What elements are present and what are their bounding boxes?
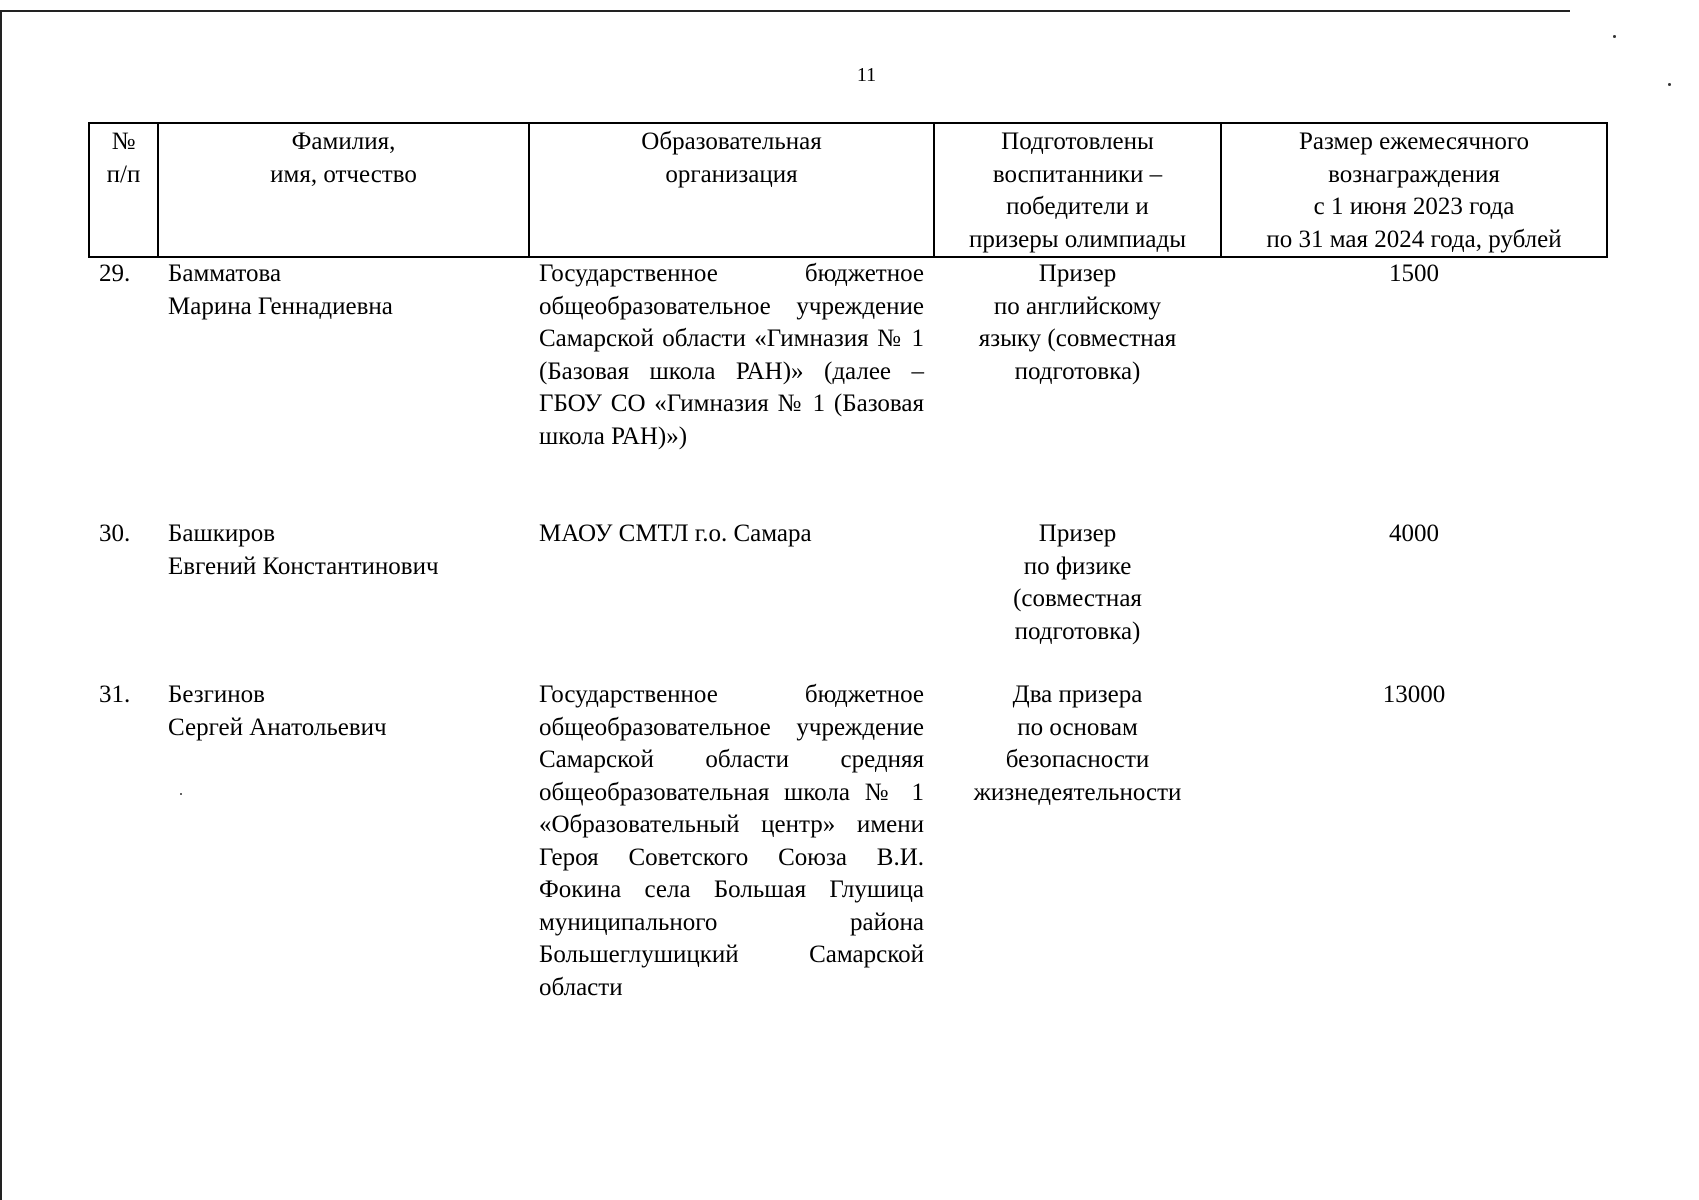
award-amount: 13000: [1382, 681, 1446, 708]
scan-edge-top: [0, 10, 1570, 12]
header-org: Образовательная организация: [529, 123, 934, 257]
organization: Государственное бюджетное общеобразовательное учреждение Самарской области «Гимназия № 1 (Базовая школа РАН)» (далее – ГБОУ СО «Гимназия № 1 (Базовая школа РАН)»): [539, 260, 924, 450]
prepared-students: Призер по физике (совместная подготовка): [1013, 520, 1142, 645]
organization: Государственное бюджетное общеобразовательное учреждение Самарской области средняя общеобразовательная школа № 1 «Образовательный центр» имени Героя Советского Союза В.И. Фокина села Большая Глушица муниципального района Большеглушицкий Самарской области: [539, 681, 924, 1001]
table-row: [89, 679, 1607, 1004]
table-header-row: [89, 123, 1607, 257]
header-num: № п/п: [89, 123, 158, 257]
scan-edge-left: [0, 10, 2, 1200]
person-name: Башкиров Евгений Константинович: [168, 520, 439, 580]
person-name: Бамматова Марина Геннадиевна: [168, 260, 393, 320]
page-number: 11: [856, 64, 877, 86]
award-amount: 1500: [1389, 260, 1439, 287]
header-prep: Подготовлены воспитанники – победители и призеры олимпиады: [934, 123, 1221, 257]
prepared-students: Призер по английскому языку (совместная подготовка): [978, 260, 1177, 385]
person-name: Безгинов Сергей Анатольевич: [168, 681, 387, 741]
table-row: [89, 518, 1607, 679]
row-number: 31.: [99, 681, 131, 708]
award-amount: 4000: [1389, 520, 1439, 547]
awards-table: [88, 122, 1608, 1004]
row-number: 29.: [99, 260, 131, 287]
organization: МАОУ СМТЛ г.о. Самара: [539, 520, 812, 547]
scan-speck: [1613, 35, 1616, 38]
header-amount: Размер ежемесячного вознаграждения с 1 июня 2023 года по 31 мая 2024 года, рублей: [1221, 123, 1607, 257]
row-number: 30.: [99, 520, 131, 547]
prepared-students: Два призера по основам безопасности жизнедеятельности: [973, 681, 1182, 806]
table-row: [89, 257, 1607, 518]
header-name: Фамилия, имя, отчество: [158, 123, 529, 257]
